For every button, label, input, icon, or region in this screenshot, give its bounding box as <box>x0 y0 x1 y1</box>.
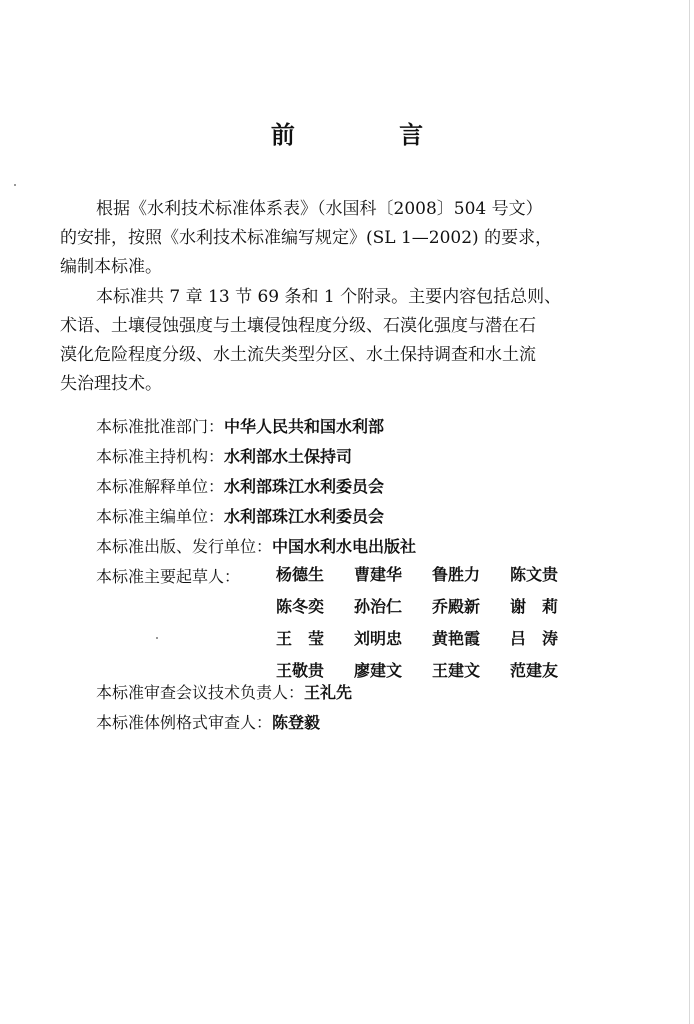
editor-row <box>96 502 636 532</box>
drafter-name: 曹建华 <box>354 565 403 584</box>
summary-line: 失治理技术。 <box>60 374 162 394</box>
drafter-name: 谢 莉 <box>510 597 559 616</box>
editor-label: 本标准主编单位： <box>96 507 225 526</box>
drafters-line <box>276 623 588 655</box>
host-value: 水利部水土保持司 <box>224 447 353 466</box>
drafter-name: 乔殿新 <box>432 597 481 616</box>
intro-line: 编制本标准。 <box>60 257 162 277</box>
summary-line: 漠化危险程度分级、水土流失类型分区、水土保持调查和水土流 <box>60 345 536 365</box>
tech-lead-value: 王礼先 <box>304 683 353 702</box>
drafter-name: 陈冬奕 <box>276 597 325 616</box>
drafters-line <box>276 591 588 623</box>
drafter-name: 鲁胜力 <box>432 565 481 584</box>
approver-label: 本标准批准部门： <box>96 417 225 436</box>
publisher-label: 本标准出版、发行单位： <box>96 537 273 556</box>
drafter-name: 王敬贵 <box>276 661 325 680</box>
tech-lead-label: 本标准审查会议技术负责人： <box>96 683 305 702</box>
summary-paragraph <box>60 283 620 399</box>
drafter-name: 孙治仁 <box>354 597 403 616</box>
drafter-name: 吕 涛 <box>510 629 559 648</box>
interpreter-value: 水利部珠江水利委员会 <box>224 477 385 496</box>
drafter-name: 王建文 <box>432 661 481 680</box>
summary-line: 术语、土壤侵蚀强度与土壤侵蚀程度分级、石漠化强度与潜在石 <box>60 316 536 336</box>
drafter-name: 范建友 <box>510 661 559 680</box>
publisher-value: 中国水利水电出版社 <box>272 537 417 556</box>
drafter-name: 廖建文 <box>354 661 403 680</box>
publisher-row <box>96 532 636 562</box>
drafter-name: 黄艳霞 <box>432 629 481 648</box>
scan-speck <box>156 637 158 639</box>
format-reviewer-label: 本标准体例格式审查人： <box>96 713 273 732</box>
drafter-name: 杨德生 <box>276 565 325 584</box>
scan-speck <box>14 184 16 186</box>
editor-value: 水利部珠江水利委员会 <box>224 507 385 526</box>
intro-paragraph <box>60 195 620 282</box>
interpreter-label: 本标准解释单位： <box>96 477 225 496</box>
intro-line: 的安排，按照《水利技术标准编写规定》(SL 1—2002) 的要求， <box>60 228 553 248</box>
format-reviewer-value: 陈登毅 <box>272 713 321 732</box>
drafter-name: 陈文贵 <box>510 565 559 584</box>
host-label: 本标准主持机构： <box>96 447 225 466</box>
tech-lead-row <box>96 678 636 708</box>
intro-line: 根据《水利技术标准体系表》（水国科〔2008〕504 号文） <box>96 199 543 219</box>
drafter-name: 刘明忠 <box>354 629 403 648</box>
interpreter-row <box>96 472 636 502</box>
review-block <box>96 678 636 738</box>
drafters-list <box>276 559 588 687</box>
drafters-label: 本标准主要起草人： <box>96 567 241 586</box>
summary-line: 本标准共 7 章 13 节 69 条和 1 个附录。主要内容包括总则、 <box>96 287 562 307</box>
page-edge-line <box>689 0 690 1024</box>
drafter-name: 王 莹 <box>276 629 325 648</box>
approver-value: 中华人民共和国水利部 <box>224 417 385 436</box>
page-title: 前 言 <box>270 120 472 149</box>
drafters-line <box>276 559 588 591</box>
host-row <box>96 442 636 472</box>
format-reviewer-row <box>96 708 636 738</box>
